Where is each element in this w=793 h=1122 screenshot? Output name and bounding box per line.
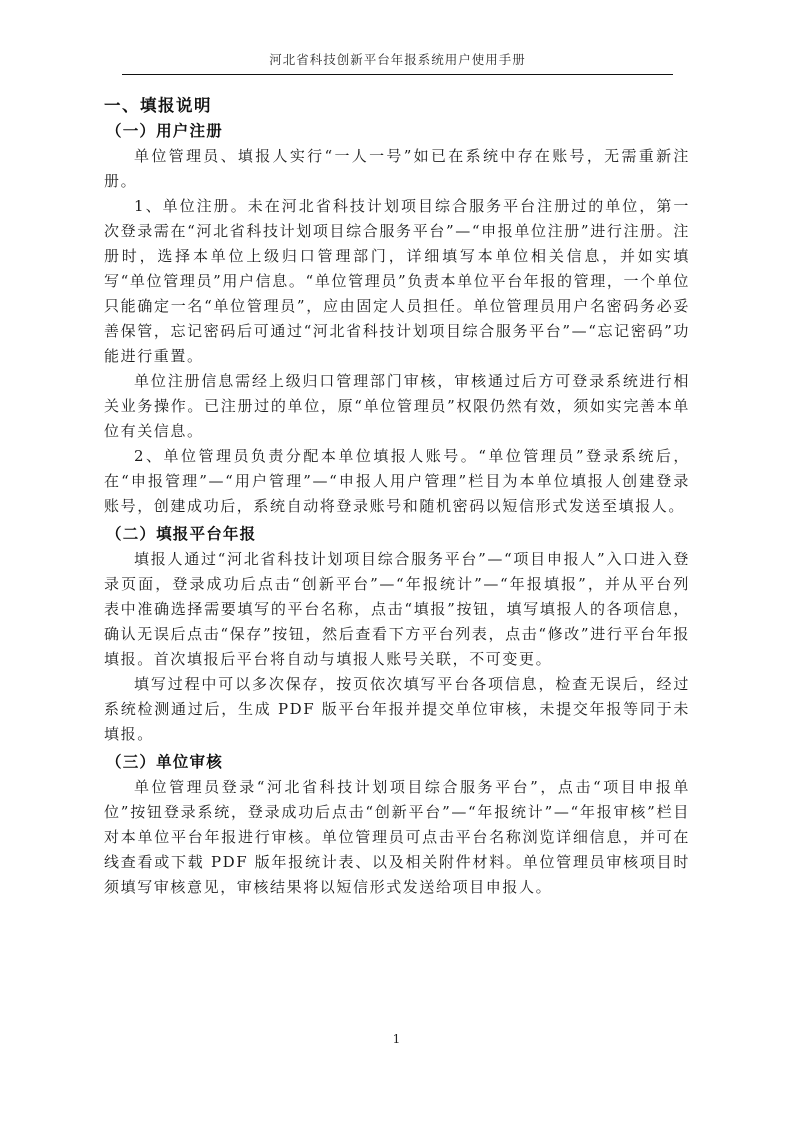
- section-heading-fill-annual-report: （二）填报平台年报: [106, 524, 257, 543]
- paragraph: 1、单位注册。未在河北省科技计划项目综合服务平台注册过的单位，第一次登录需在“河北省科技计划项目综合服务平台”—“申报单位注册”进行注册。注册时，选择本单位上级归口管理部门，详细填写本单位相关信息，并如实填写“单位管理员”用户信息。“单位管理员”负责本单位平台年报的管理，一个单位只能确定一名“单位管理员”，应由固定人员担任。单位管理员用户名密码务必妥善保管，忘记密码后可通过“河北省科技计划项目综合服务平台”—“忘记密码”功能进行重置。: [104, 197, 690, 365]
- paragraph: 填写过程中可以多次保存，按页依次填写平台各项信息，检查无误后，经过系统检测通过后，生成 PDF 版平台年报并提交单位审核，未提交年报等同于未填报。: [104, 675, 690, 743]
- header-title: 河北省科技创新平台年报系统用户使用手册: [269, 53, 526, 67]
- paragraph: 单位管理员登录“河北省科技计划项目综合服务平台”，点击“项目申报单位”按钮登录系统，登录成功后点击“创新平台”—“年报统计”—“年报审核”栏目对本单位平台年报进行审核。单位管理员可点击平台名称浏览详细信息，并可在线查看或下载 PDF 版年报统计表、以及相关附件材料。单位管理员审核项目时须填写审核意见，审核结果将以短信形式发送给项目申报人。: [104, 778, 690, 896]
- paragraph: 单位管理员、填报人实行“一人一号”如已在系统中存在账号，无需重新注册。: [104, 147, 690, 190]
- paragraph: 单位注册信息需经上级归口管理部门审核，审核通过后方可登录系统进行相关业务操作。已注册过的单位，原“单位管理员”权限仍然有效，须如实完善本单位有关信息。: [104, 372, 690, 440]
- paragraph: 填报人通过“河北省科技计划项目综合服务平台”—“项目申报人”入口进入登录页面，登录成功后点击“创新平台”—“年报统计”—“年报填报”，并从平台列表中准确选择需要填写的平台名称，点击“填报”按钮，填写填报人的各项信息，确认无误后点击“保存”按钮，然后查看下方平台列表，点击“修改”进行平台年报填报。首次填报后平台将自动与填报人账号关联，不可变更。: [104, 550, 690, 668]
- paragraph: 2、单位管理员负责分配本单位填报人账号。“单位管理员”登录系统后，在“申报管理”—“用户管理”—“申报人用户管理”栏目为本单位填报人创建登录账号，创建成功后，系统自动将登录账号和随机密码以短信形式发送至填报人。: [104, 447, 690, 515]
- section-heading-unit-review: （三）单位审核: [106, 752, 223, 771]
- page-number: 1: [392, 1032, 401, 1046]
- section-heading-user-registration: （一）用户注册: [106, 121, 223, 140]
- main-heading: 一、填报说明: [104, 97, 212, 115]
- page-header: [122, 53, 673, 75]
